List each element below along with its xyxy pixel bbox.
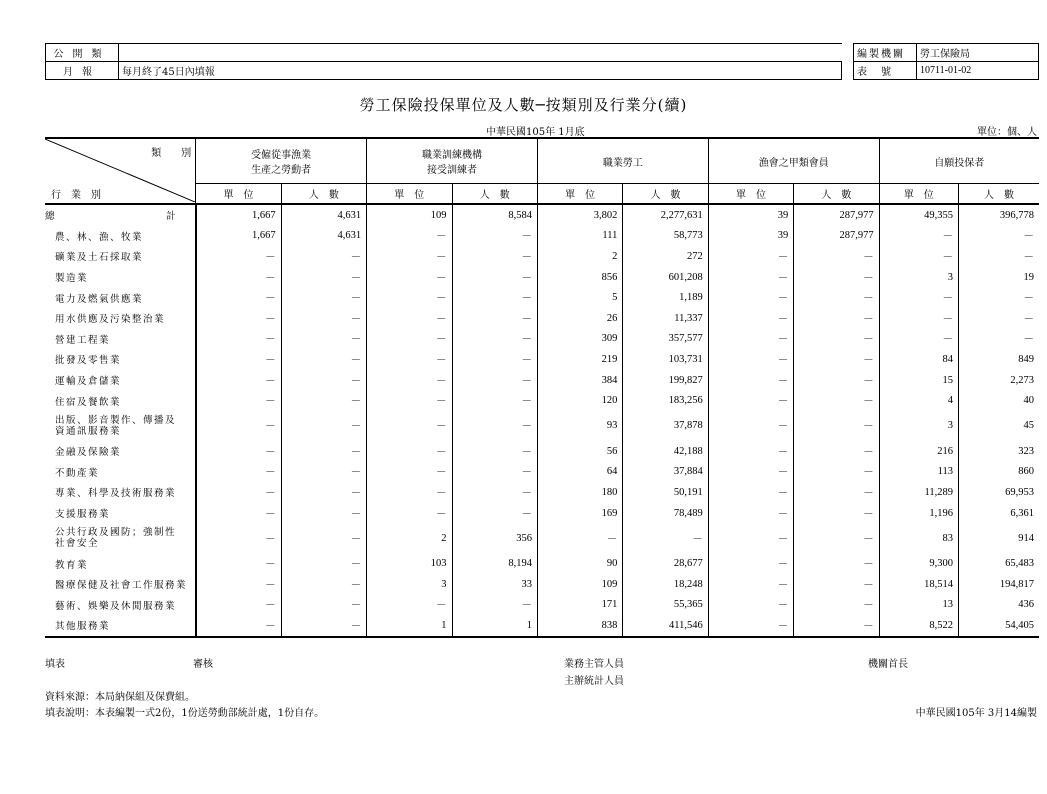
cell-units: 84 — [879, 349, 958, 370]
cell-units: － — [708, 308, 793, 329]
industry-label: 用水供應及污染整治業 — [55, 314, 166, 326]
cell-persons: － — [452, 595, 537, 616]
cell-units: 56 — [537, 441, 622, 462]
sub-header-units: 單 位 — [708, 184, 793, 205]
industry-label: 電力及燃氣供應業 — [55, 293, 144, 305]
cell-units: 9,300 — [879, 553, 958, 574]
cell-persons: － — [794, 553, 879, 574]
note-date: 中華民國105年 3月14編製 — [915, 708, 1037, 719]
table-row — [45, 204, 1039, 226]
cell-persons: 37,884 — [623, 462, 708, 483]
info-box-left — [45, 43, 842, 80]
industry-label: 醫療保健及社會工作服務業 — [55, 580, 188, 592]
cell-units: 856 — [537, 267, 622, 288]
cell-persons: 4,631 — [281, 226, 366, 247]
cell-units: 26 — [537, 308, 622, 329]
table-row — [45, 349, 1039, 370]
info-label-form-no: 表號 — [854, 62, 917, 80]
industry-label: 不動產業 — [55, 467, 100, 479]
cell-units: － — [708, 411, 793, 441]
cell-units: － — [367, 308, 452, 329]
cell-units: － — [196, 553, 281, 574]
cell-persons: － — [794, 595, 879, 616]
info-value-agency: 勞工保險局 — [917, 44, 1039, 62]
cell-persons: － — [281, 390, 366, 411]
cell-persons: － — [281, 287, 366, 308]
industry-label-line: 公共行政及國防；強制性 — [55, 527, 177, 539]
industry-label-line: 社會安全 — [55, 538, 100, 550]
cell-persons: － — [794, 523, 879, 553]
cell-units: － — [367, 226, 452, 247]
page-title: 勞工保險投保單位及人數─按類別及行業分(續) — [359, 96, 688, 114]
cell-units: 18,514 — [879, 574, 958, 595]
cell-persons: － — [959, 329, 1039, 350]
cell-units: － — [708, 370, 793, 391]
cell-persons: － — [794, 503, 879, 524]
cell-units: － — [879, 246, 958, 267]
cell-units: － — [708, 329, 793, 350]
cell-units: － — [708, 441, 793, 462]
cell-units: 171 — [537, 595, 622, 616]
cell-units: － — [708, 390, 793, 411]
industry-label: 其他服務業 — [45, 615, 196, 637]
industry-label: 金融及保險業 — [55, 447, 122, 459]
cell-units: 39 — [708, 204, 793, 226]
cell-units: 216 — [879, 441, 958, 462]
group-header-line: 接受訓練者 — [427, 165, 478, 176]
cell-persons: － — [281, 329, 366, 350]
cell-persons: 601,208 — [623, 267, 708, 288]
cell-persons: － — [959, 308, 1039, 329]
table-row — [45, 482, 1039, 503]
cell-units: 11,289 — [879, 482, 958, 503]
cell-units: － — [196, 308, 281, 329]
cell-units: 219 — [537, 349, 622, 370]
cell-units: 113 — [879, 462, 958, 483]
table-row — [45, 267, 1039, 288]
cell-persons: 8,194 — [452, 553, 537, 574]
industry-label — [45, 411, 196, 441]
cell-units: － — [196, 329, 281, 350]
sub-header-persons: 人 數 — [623, 184, 708, 205]
cell-units: － — [196, 287, 281, 308]
cell-persons: 199,827 — [623, 370, 708, 391]
sub-header-persons: 人 數 — [794, 184, 879, 205]
cell-units: － — [367, 595, 452, 616]
cell-units: 309 — [537, 329, 622, 350]
cell-units: － — [367, 329, 452, 350]
cell-persons: － — [281, 615, 366, 637]
cell-units: － — [196, 523, 281, 553]
cell-persons: － — [281, 574, 366, 595]
cell-units: － — [196, 246, 281, 267]
cell-persons: 356 — [452, 523, 537, 553]
cell-units: 169 — [537, 503, 622, 524]
info-label-report: 月報 — [46, 62, 119, 80]
cell-units: 180 — [537, 482, 622, 503]
table-body — [45, 204, 1039, 637]
cell-persons: － — [281, 411, 366, 441]
cell-persons: － — [794, 329, 879, 350]
cell-units: 5 — [537, 287, 622, 308]
cell-units: － — [708, 349, 793, 370]
table-row — [45, 595, 1039, 616]
cell-persons: 287,977 — [794, 226, 879, 247]
industry-label: 住宿及餐飲業 — [55, 396, 122, 408]
cell-units: － — [367, 287, 452, 308]
cell-persons: 272 — [623, 246, 708, 267]
cell-units: － — [196, 441, 281, 462]
cell-persons: 19 — [959, 267, 1039, 288]
industry-label: 運輸及倉儲業 — [55, 376, 122, 388]
cell-units: 1,667 — [196, 204, 281, 226]
cell-units: － — [196, 482, 281, 503]
cell-persons: － — [794, 390, 879, 411]
cell-persons: 78,489 — [623, 503, 708, 524]
cell-persons: 357,577 — [623, 329, 708, 350]
cell-units: － — [367, 411, 452, 441]
cell-units: － — [367, 267, 452, 288]
industry-label: 批發及零售業 — [55, 355, 122, 367]
sub-header-persons: 人 數 — [281, 184, 366, 205]
cell-persons: － — [281, 523, 366, 553]
cell-persons: － — [281, 370, 366, 391]
table-row — [45, 226, 1039, 247]
cell-units: 2 — [367, 523, 452, 553]
table-row — [45, 553, 1039, 574]
cell-units: － — [708, 574, 793, 595]
cell-persons: 65,483 — [959, 553, 1039, 574]
info-value-form-no: 10711-01-02 — [917, 62, 1039, 80]
cell-persons: － — [794, 349, 879, 370]
cell-persons: － — [452, 370, 537, 391]
cell-units: 64 — [537, 462, 622, 483]
industry-label: 製造業 — [55, 273, 89, 285]
industry-label: 總 計 — [45, 211, 178, 223]
cell-persons: － — [794, 462, 879, 483]
cell-units: － — [196, 462, 281, 483]
corner-cell — [45, 138, 196, 204]
cell-units: 111 — [537, 226, 622, 247]
cell-units: 3 — [879, 267, 958, 288]
cell-persons: 2,273 — [959, 370, 1039, 391]
cell-units: － — [708, 615, 793, 637]
table-row — [45, 370, 1039, 391]
group-header-occupational-workers: 職業勞工 — [537, 138, 708, 184]
cell-units: － — [708, 287, 793, 308]
cell-persons: － — [452, 226, 537, 247]
cell-persons: 28,677 — [623, 553, 708, 574]
cell-units: 2 — [537, 246, 622, 267]
footer-fill: 填表 — [45, 659, 65, 670]
corner-bottom-label: 行 業 別 — [51, 190, 101, 201]
cell-units: － — [708, 267, 793, 288]
table-row — [45, 246, 1039, 267]
group-header-line: 受僱從事漁業 — [251, 150, 312, 161]
cell-units: － — [708, 462, 793, 483]
cell-persons: 18,248 — [623, 574, 708, 595]
cell-persons: － — [281, 267, 366, 288]
cell-persons: 4,631 — [281, 204, 366, 226]
table-row — [45, 574, 1039, 595]
cell-persons: － — [794, 246, 879, 267]
table-row — [45, 462, 1039, 483]
cell-units: － — [708, 553, 793, 574]
cell-units: 3,802 — [537, 204, 622, 226]
cell-persons: － — [794, 308, 879, 329]
note-explain: 填表說明：本表編製一式2份，1份送勞動部統計處，1份自存。 — [45, 708, 325, 719]
cell-persons: － — [794, 615, 879, 637]
cell-persons: 55,365 — [623, 595, 708, 616]
cell-persons: 2,277,631 — [623, 204, 708, 226]
cell-units: 109 — [537, 574, 622, 595]
sub-header-units: 單 位 — [537, 184, 622, 205]
table-row — [45, 390, 1039, 411]
cell-persons: － — [452, 503, 537, 524]
period: 中華民國105年 1月底 — [486, 127, 585, 138]
cell-units: － — [367, 246, 452, 267]
group-header-fishermen-members: 漁會之甲類會員 — [708, 138, 879, 184]
industry-label-line: 出版、影音製作、傳播及 — [55, 414, 177, 426]
cell-persons: － — [959, 246, 1039, 267]
cell-persons: － — [281, 246, 366, 267]
cell-persons: 1,189 — [623, 287, 708, 308]
cell-persons: － — [281, 503, 366, 524]
cell-persons: － — [452, 482, 537, 503]
cell-persons: 287,977 — [794, 204, 879, 226]
group-header-trainees — [367, 138, 538, 184]
table-row — [45, 329, 1039, 350]
cell-units: 1,667 — [196, 226, 281, 247]
cell-units: － — [708, 482, 793, 503]
cell-units: － — [708, 595, 793, 616]
cell-units: 8,522 — [879, 615, 958, 637]
cell-persons: － — [281, 462, 366, 483]
sub-header-units: 單 位 — [367, 184, 452, 205]
cell-units: － — [879, 287, 958, 308]
cell-units: － — [196, 595, 281, 616]
cell-units: 39 — [708, 226, 793, 247]
info-label-category: 公開類 — [46, 44, 119, 62]
industry-label: 農、林、漁、牧業 — [55, 231, 144, 243]
sub-header-units: 單 位 — [196, 184, 281, 205]
cell-units: － — [367, 349, 452, 370]
cell-units: － — [196, 370, 281, 391]
cell-persons: 103,731 — [623, 349, 708, 370]
cell-persons: 849 — [959, 349, 1039, 370]
table-row — [45, 287, 1039, 308]
cell-persons: － — [281, 308, 366, 329]
cell-units: 93 — [537, 411, 622, 441]
cell-persons: － — [794, 287, 879, 308]
cell-units: 384 — [537, 370, 622, 391]
cell-units: － — [196, 503, 281, 524]
cell-persons: － — [794, 370, 879, 391]
industry-label: 藝術、娛樂及休閒服務業 — [55, 600, 177, 612]
sub-header-persons: 人 數 — [452, 184, 537, 205]
cell-persons: － — [452, 287, 537, 308]
cell-persons: 11,337 — [623, 308, 708, 329]
footer-stat-head: 主辦統計人員 — [564, 676, 624, 687]
industry-label: 支援服務業 — [55, 509, 111, 521]
industry-label: 專業、科學及技術服務業 — [55, 488, 177, 500]
cell-units: 83 — [879, 523, 958, 553]
cell-units: － — [196, 615, 281, 637]
table-row — [45, 503, 1039, 524]
table-row — [45, 308, 1039, 329]
cell-units: － — [196, 349, 281, 370]
cell-persons: 50,191 — [623, 482, 708, 503]
info-value-report: 每月終了45日內填報 — [119, 62, 842, 80]
cell-persons: 183,256 — [623, 390, 708, 411]
cell-units: 4 — [879, 390, 958, 411]
table-row — [45, 615, 1039, 637]
cell-units: 1 — [367, 615, 452, 637]
cell-units: － — [367, 441, 452, 462]
footer-review: 審核 — [193, 659, 213, 670]
table-row — [45, 411, 1039, 441]
cell-persons: － — [281, 553, 366, 574]
industry-label-line: 資通訊服務業 — [55, 425, 122, 437]
industry-label: 教育業 — [55, 559, 89, 571]
cell-persons: － — [281, 482, 366, 503]
cell-persons: － — [452, 267, 537, 288]
industry-label: 礦業及土石採取業 — [55, 252, 144, 264]
group-header-line: 生產之勞動者 — [251, 165, 312, 176]
cell-persons: 411,546 — [623, 615, 708, 637]
cell-persons: 323 — [959, 441, 1039, 462]
cell-persons: － — [452, 441, 537, 462]
industry-label — [45, 523, 196, 553]
unit: 單位：個、人 — [977, 127, 1037, 138]
table-row — [45, 441, 1039, 462]
cell-persons: 69,953 — [959, 482, 1039, 503]
cell-units: 3 — [879, 411, 958, 441]
cell-persons: 45 — [959, 411, 1039, 441]
cell-units: 109 — [367, 204, 452, 226]
cell-units: － — [196, 411, 281, 441]
cell-persons: － — [281, 441, 366, 462]
cell-persons: － — [281, 349, 366, 370]
cell-persons: － — [452, 308, 537, 329]
cell-persons: 37,878 — [623, 411, 708, 441]
cell-units: － — [196, 574, 281, 595]
cell-units: 1,196 — [879, 503, 958, 524]
cell-persons: 194,817 — [959, 574, 1039, 595]
cell-units: 103 — [367, 553, 452, 574]
cell-persons: 436 — [959, 595, 1039, 616]
cell-units: 90 — [537, 553, 622, 574]
info-box-right — [853, 43, 1039, 80]
group-header-fishery-workers — [196, 138, 367, 184]
cell-units: － — [708, 503, 793, 524]
cell-persons: － — [794, 411, 879, 441]
cell-persons: － — [452, 462, 537, 483]
cell-persons: － — [794, 267, 879, 288]
industry-label: 營建工程業 — [55, 334, 111, 346]
cell-persons: － — [959, 287, 1039, 308]
cell-persons: 860 — [959, 462, 1039, 483]
cell-persons: － — [281, 595, 366, 616]
cell-persons: － — [794, 441, 879, 462]
cell-persons: 396,778 — [959, 204, 1039, 226]
cell-units: 13 — [879, 595, 958, 616]
info-value-category — [119, 44, 842, 62]
data-table — [45, 137, 1039, 638]
cell-units: 49,355 — [879, 204, 958, 226]
cell-persons: － — [452, 246, 537, 267]
cell-persons: 8,584 — [452, 204, 537, 226]
footer-business-head: 業務主管人員 — [564, 659, 624, 670]
cell-persons: － — [452, 390, 537, 411]
cell-units: － — [879, 226, 958, 247]
corner-top-label: 類 別 — [151, 148, 192, 159]
cell-units: － — [367, 462, 452, 483]
cell-persons: 58,773 — [623, 226, 708, 247]
cell-units: － — [879, 329, 958, 350]
cell-persons: 914 — [959, 523, 1039, 553]
footer-agency-head: 機關首長 — [868, 659, 908, 670]
cell-units: － — [367, 390, 452, 411]
cell-units: － — [196, 390, 281, 411]
group-header-line: 職業訓練機構 — [422, 150, 483, 161]
cell-units: － — [367, 482, 452, 503]
cell-persons: － — [794, 574, 879, 595]
cell-units: － — [537, 523, 622, 553]
cell-units: － — [196, 267, 281, 288]
cell-units: － — [367, 503, 452, 524]
group-header-voluntary: 自願投保者 — [879, 138, 1039, 184]
cell-persons: － — [452, 411, 537, 441]
cell-persons: 33 — [452, 574, 537, 595]
sub-header-units: 單 位 — [879, 184, 958, 205]
sub-header-persons: 人 數 — [959, 184, 1039, 205]
cell-persons: － — [959, 226, 1039, 247]
cell-units: － — [879, 308, 958, 329]
note-source: 資料來源：本局納保組及保費組。 — [45, 692, 195, 703]
cell-persons: － — [623, 523, 708, 553]
cell-units: － — [367, 370, 452, 391]
cell-persons: 42,188 — [623, 441, 708, 462]
info-label-agency: 編製機關 — [854, 44, 917, 62]
cell-persons: － — [452, 329, 537, 350]
table-row — [45, 523, 1039, 553]
cell-units: 15 — [879, 370, 958, 391]
cell-units: 120 — [537, 390, 622, 411]
cell-persons: 1 — [452, 615, 537, 637]
cell-units: 3 — [367, 574, 452, 595]
cell-persons: 6,361 — [959, 503, 1039, 524]
cell-persons: 40 — [959, 390, 1039, 411]
cell-persons: 54,405 — [959, 615, 1039, 637]
cell-units: － — [708, 246, 793, 267]
cell-persons: － — [794, 482, 879, 503]
cell-persons: － — [452, 349, 537, 370]
cell-units: － — [708, 523, 793, 553]
cell-units: 838 — [537, 615, 622, 637]
